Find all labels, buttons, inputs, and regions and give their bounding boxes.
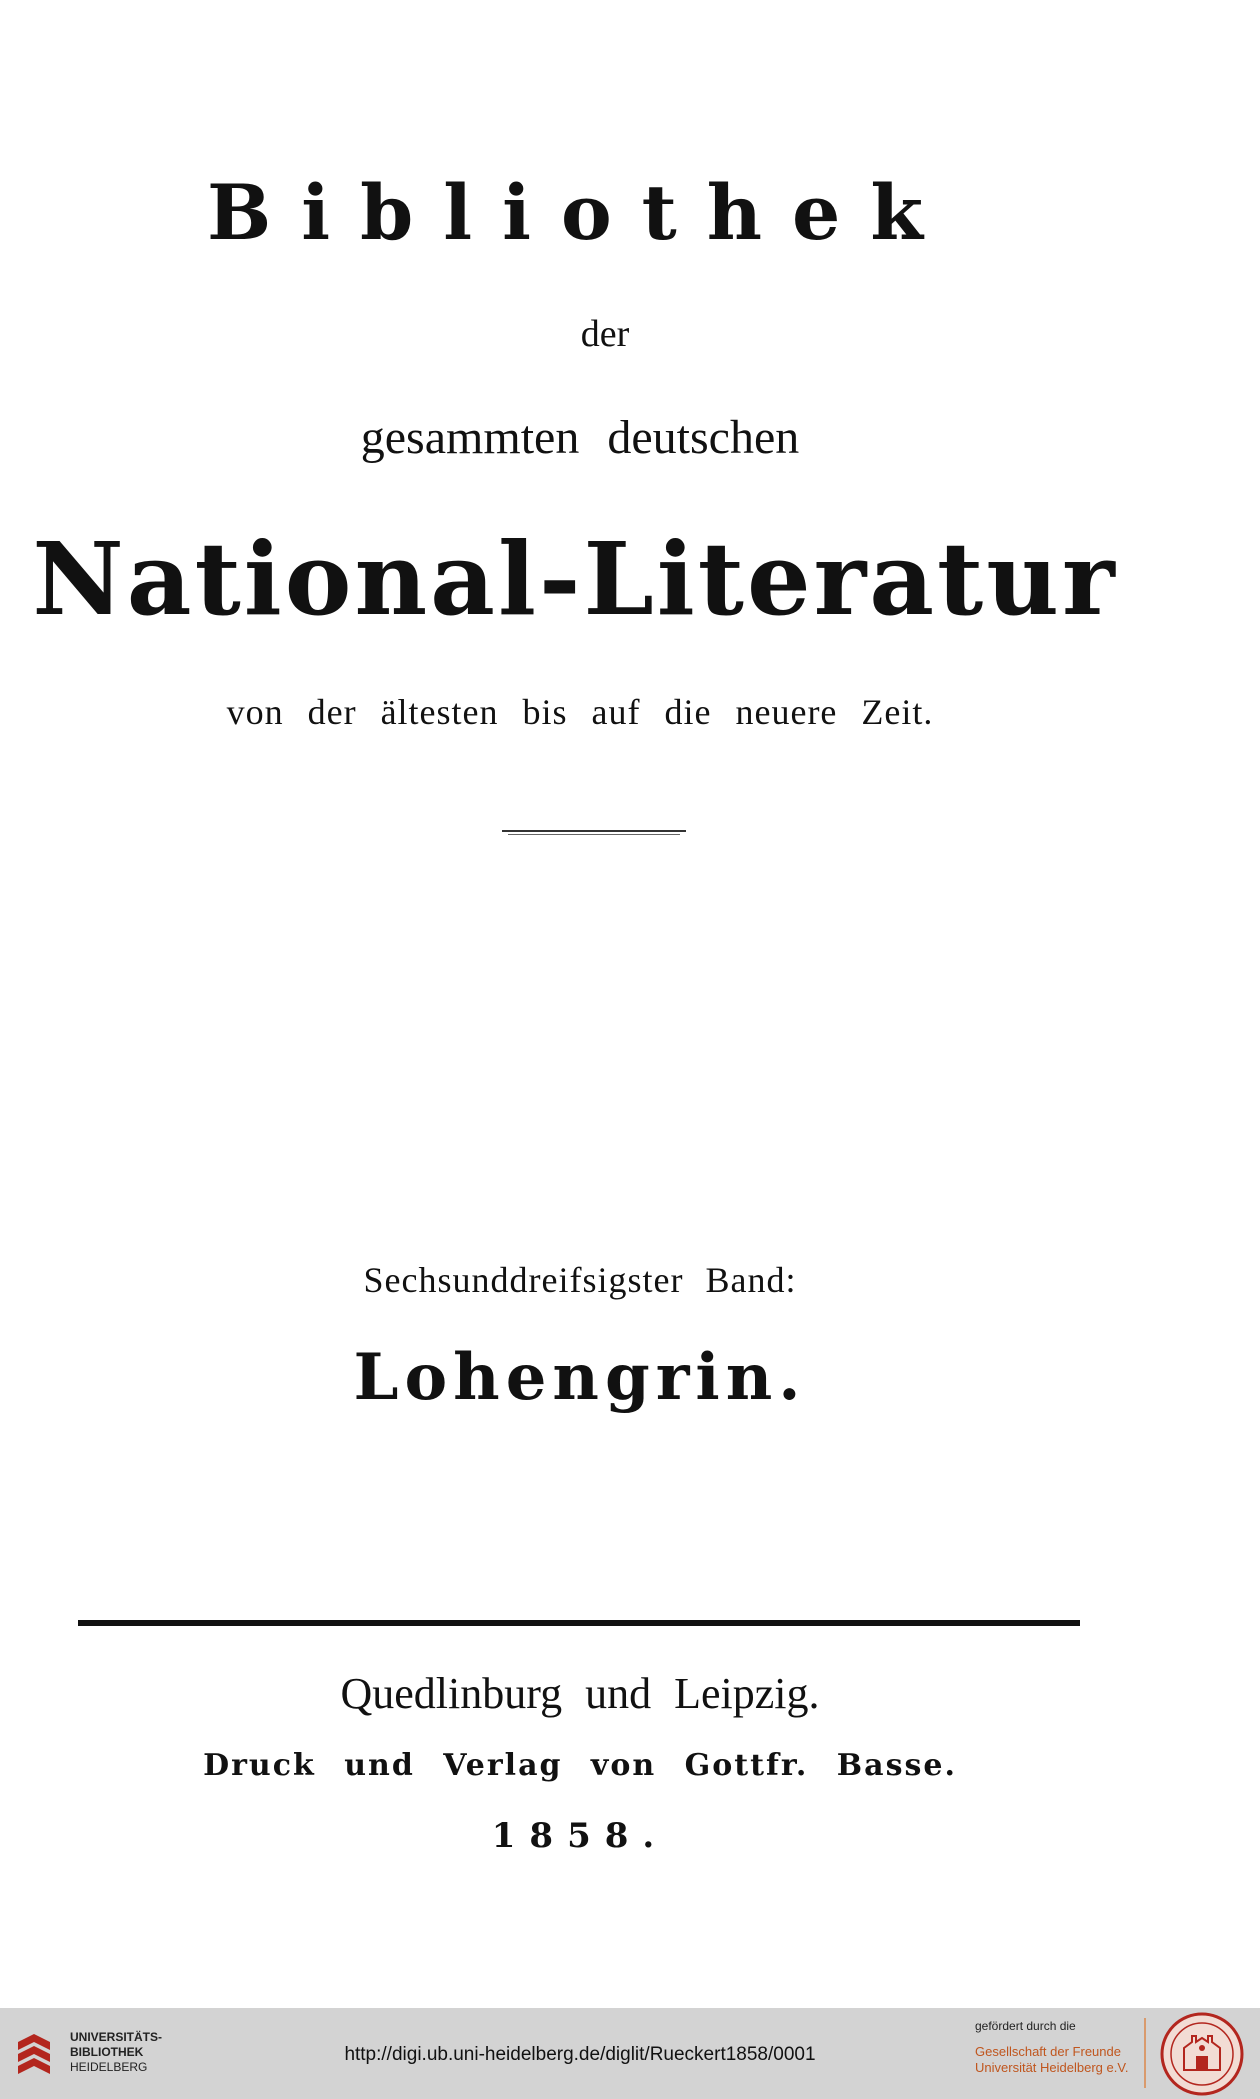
ornamental-rule [502,830,686,836]
imprint-year: 1858. [491,1816,669,1856]
sponsor-prefix: gefördert durch die [975,2019,1076,2033]
series-title-der: der [580,313,630,355]
imprint-publisher: Druck und Verlag von Gottfr. Basse. [203,1748,957,1783]
series-title-gesammten: gesammten deutschen [360,411,800,464]
sponsor-credit [975,2018,1128,2076]
library-name-line1: UNIVERSITÄTS- [70,2030,163,2044]
horizontal-rule [78,1620,1080,1626]
digitization-footer [0,2008,1260,2099]
series-title-national-literatur: National-Literatur [32,520,1118,638]
series-subtitle: von der ältesten bis auf die neuere Zeit. [226,692,934,732]
permalink-url[interactable]: http://digi.ub.uni-heidelberg.de/diglit/Rueckert1858/0001 [344,2044,816,2065]
volume-title: Lohengrin. [353,1340,807,1415]
series-title-bibliothek: Bibliothek [206,168,954,257]
sponsor-name-line2: Universität Heidelberg e.V. [975,2060,1129,2075]
volume-label: Sechsunddreifsigster Band: [363,1260,797,1300]
university-seal-icon [1160,2012,1244,2096]
imprint-place: Quedlinburg und Leipzig. [340,1669,820,1718]
sponsor-name-line1: Gesellschaft der Freunde [975,2044,1121,2059]
library-name-line3: HEIDELBERG [70,2060,148,2074]
sponsor-divider [1144,2018,1146,2088]
library-name-line2: BIBLIOTHEK [70,2045,144,2059]
